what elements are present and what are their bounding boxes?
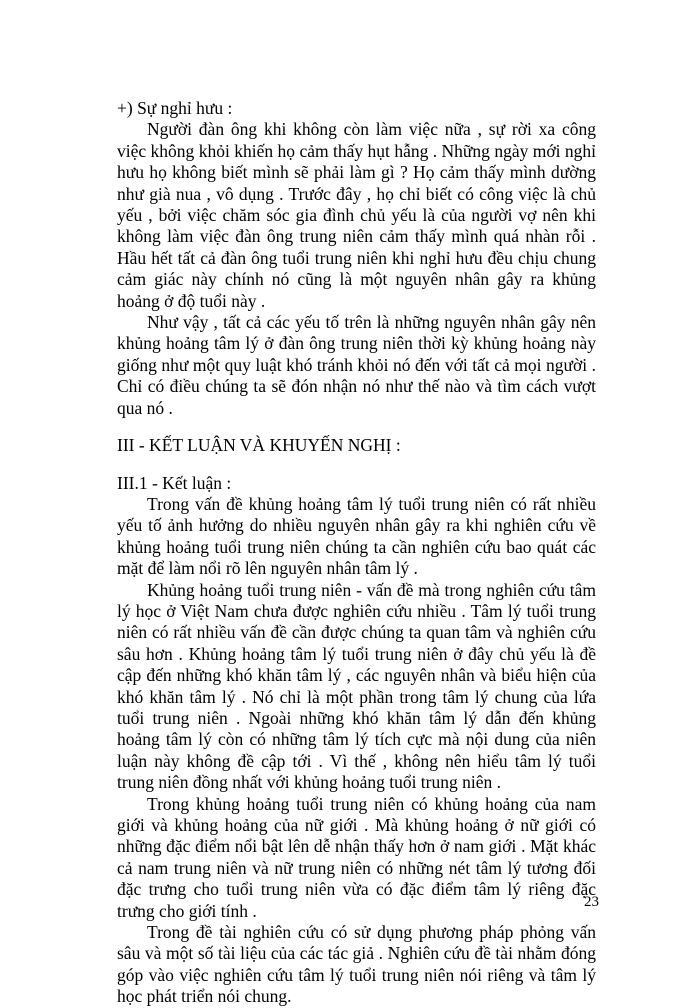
page-number: 23 <box>584 894 599 910</box>
retirement-paragraph-1: Người đàn ông khi không còn làm việc nữa , sự rời xa công việc không khỏi khiến họ cảm thấy hụt hẫng . Những ngày mới nghỉ hưu họ không biết mình sẽ phải làm gì ? Họ cảm thấy mình dường như già nua , vô dụng . Trước đây , họ chỉ biết có công việc là chủ yếu , bởi việc chăm sóc gia đình chủ yếu là của người vợ nên khi không làm việc đàn ông trung niên cảm thấy mình quá nhàn rỗi . Hầu hết tất cả đàn ông tuổi trung niên khi nghỉ hưu đều chịu chung cảm giác này chính nó cũng là một nguyên nhân gây ra khủng hoảng ở độ tuổi này . <box>117 119 596 311</box>
retirement-heading: +) Sự nghỉ hưu : <box>117 98 233 118</box>
conclusion-subheading: III.1 - Kết luận : <box>117 472 232 493</box>
conclusion-section-heading: III - KẾT LUẬN VÀ KHUYẾN NGHỊ : <box>117 435 401 456</box>
conclusion-paragraph-3: Trong khủng hoảng tuổi trung niên có khủng hoảng của nam giới và khủng hoảng của nữ giới . Mà khủng hoảng ở nữ giới có những đặc điểm nổi bật lên dễ nhận thấy hơn ở nam giới . Mặt khác cả nam trung niên và nữ trung niên có những nét tâm lý tương đối đặc trưng cho tuổi trung niên vừa có đặc điểm tâm lý riêng đặc trưng cho giới tính . <box>117 793 596 921</box>
conclusion-paragraph-4: Trong đề tài nghiên cứu có sử dụng phương pháp phỏng vấn sâu và một số tài liệu của các tác giả . Nghiên cứu đề tài nhằm đóng góp vào việc nghiên cứu tâm lý tuổi trung niên nói riêng và tâm lý học phát triển nói chung. <box>117 922 596 1007</box>
conclusion-paragraph-1: Trong vấn đề khủng hoảng tâm lý tuổi trung niên có rất nhiều yếu tố ảnh hưởng do nhiều nguyên nhân gây ra khi nghiên cứu về khủng hoảng tuổi trung niên chúng ta cần nghiên cứu bao quát các mặt để làm nổi rõ lên nguyên nhân tâm lý . <box>117 493 596 579</box>
retirement-paragraph-2: Như vậy , tất cả các yếu tố trên là những nguyên nhân gây nên khủng hoảng tâm lý ở đàn ông trung niên thời kỳ khủng hoảng này giống như một quy luật khó tránh khỏi nó đến với tất cả mọi người . Chỉ có điều chúng ta sẽ đón nhận nó như thế nào và tìm cách vượt qua nó . <box>117 312 596 418</box>
page-body <box>117 98 596 1008</box>
conclusion-paragraph-2: Khủng hoảng tuổi trung niên - vấn đề mà trong nghiên cứu tâm lý học ở Việt Nam chưa được nghiên cứu nhiều . Tâm lý tuổi trung niên có rất nhiều vấn đề cần được chúng ta quan tâm và nghiên cứu sâu hơn . Khủng hoảng tâm lý tuổi trung niên ở đây chủ yếu là đề cập đến những khó khăn tâm lý , các nguyên nhân và biểu hiện của khó khăn tâm lý . Nó chỉ là một phần trong tâm lý chung của lứa tuổi trung niên . Ngoài những khó khăn tâm lý dẫn đến khủng hoảng tâm lý còn có những tâm lý tích cực mà nội dung của niên luận này không đề cập tới . Vì thế , không nên hiểu tâm lý tuổi trung niên đồng nhất với khủng hoảng tuổi trung niên . <box>117 579 596 793</box>
